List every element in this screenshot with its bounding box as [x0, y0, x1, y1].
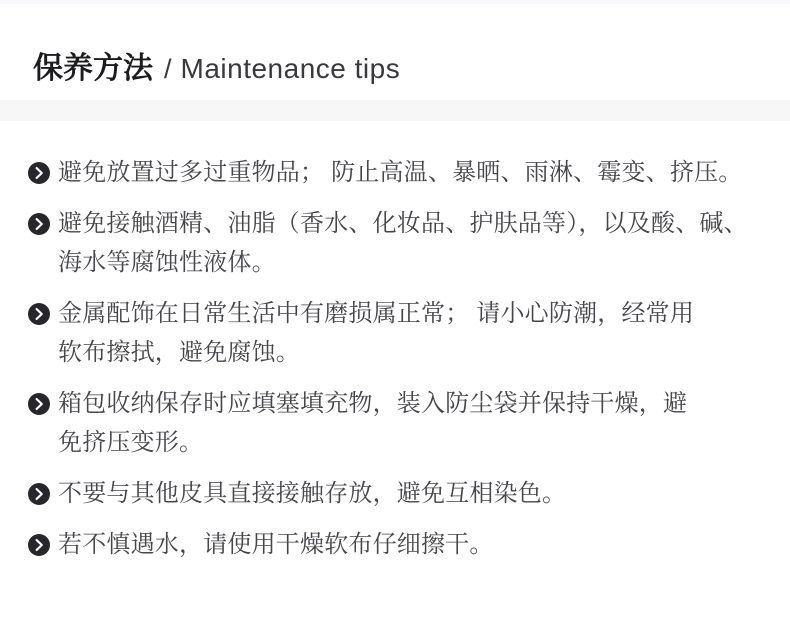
page-title-en: Maintenance tips — [180, 53, 401, 84]
tip-item — [28, 384, 765, 462]
tip-text — [58, 474, 566, 513]
tip-line: 免挤压变形。 — [58, 429, 204, 456]
maintenance-tips-list — [0, 121, 790, 564]
tip-item — [28, 153, 765, 192]
tip-item — [28, 204, 765, 282]
tip-line: 不要与其他皮具直接接触存放，避免互相染色。 — [58, 480, 567, 507]
chevron-right-circle-icon — [28, 393, 50, 415]
page-title — [33, 48, 765, 90]
tip-item — [28, 294, 765, 372]
tip-text — [58, 294, 694, 372]
tip-line: 软布擦拭，避免腐蚀。 — [58, 339, 300, 366]
chevron-right-circle-icon — [28, 213, 50, 235]
tip-text — [58, 204, 748, 282]
section-header — [0, 4, 790, 90]
tip-line: 避免接触酒精、油脂（香水、化妆品、护肤品等），以及酸、碱、 — [58, 210, 748, 237]
chevron-right-circle-icon — [28, 534, 50, 556]
chevron-right-circle-icon — [28, 303, 50, 325]
tip-line: 避免放置过多过重物品； 防止高温、暴晒、雨淋、霉变、挤压。 — [58, 159, 743, 186]
tip-item — [28, 525, 765, 564]
title-separator: / — [164, 54, 172, 84]
tip-item — [28, 474, 765, 513]
chevron-right-circle-icon — [28, 162, 50, 184]
tip-line: 箱包收纳保存时应填塞填充物，装入防尘袋并保持干燥，避 — [58, 390, 688, 417]
tip-text — [58, 384, 687, 462]
chevron-right-circle-icon — [28, 483, 50, 505]
tip-text — [58, 525, 494, 564]
tip-line: 金属配饰在日常生活中有磨损属正常； 请小心防潮，经常用 — [58, 300, 695, 327]
tip-line: 海水等腐蚀性液体。 — [58, 249, 276, 276]
tip-text — [58, 153, 742, 192]
tip-line: 若不慎遇水，请使用干燥软布仔细擦干。 — [58, 531, 494, 558]
header-underline-band — [0, 100, 790, 121]
page-title-zh: 保养方法 — [33, 52, 153, 85]
